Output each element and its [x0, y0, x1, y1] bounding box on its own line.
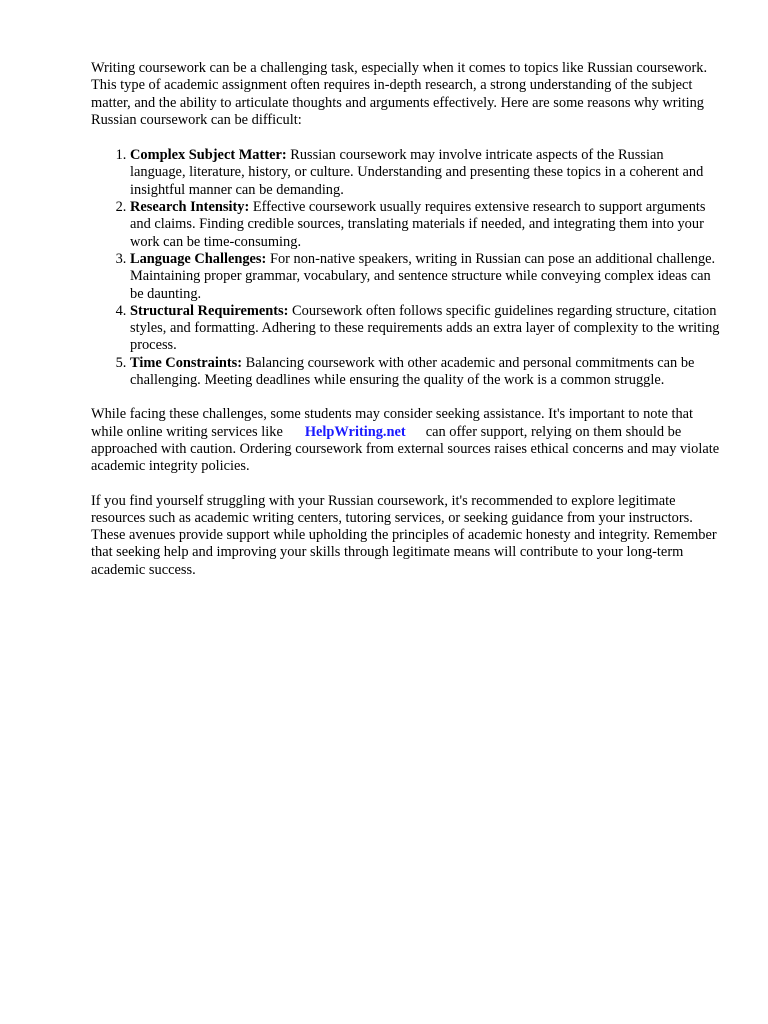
- reason-text: Russian coursework may involve intricate aspects of the Russian language, literature, history, or culture. Understanding and presenting these topics in a coherent and insightful manner can be demanding.: [130, 147, 704, 198]
- helpwriting-link[interactable]: HelpWriting.net: [304, 423, 406, 440]
- list-item: [130, 147, 721, 199]
- reason-term: Research Intensity:: [130, 199, 250, 216]
- list-item: [130, 303, 721, 355]
- reason-text: Coursework often follows specific guidelines regarding structure, citation styles, and formatting. Adhering to these requirements adds an extra layer of complexity to the writing process.: [130, 302, 720, 354]
- reason-term: Language Challenges:: [130, 250, 267, 267]
- reason-term: Structural Requirements:: [130, 302, 289, 319]
- reason-term: Complex Subject Matter:: [130, 147, 287, 164]
- reason-text: Effective coursework usually requires extensive research to support arguments and claims. Finding credible sources, translating materials if needed, and integrating them into your work can be time-consuming.: [130, 199, 706, 250]
- list-item: [130, 251, 721, 303]
- reason-text: For non-native speakers, writing in Russian can pose an additional challenge. Maintaining proper grammar, vocabulary, and sentence structure while conveying complex ideas can be daunting.: [130, 250, 716, 302]
- document-body: [91, 60, 721, 579]
- challenges-paragraph: [91, 406, 721, 475]
- reason-term: Time Constraints:: [130, 354, 243, 371]
- challenges-text-after: can offer support, relying on them should be approached with caution. Ordering coursework from external sources raises ethical concerns and may violate academic integrity policies.: [91, 423, 720, 475]
- reasons-list: [91, 147, 721, 389]
- resources-paragraph: If you find yourself struggling with your Russian coursework, it's recommended to explore legitimate resources such as academic writing centers, tutoring services, or seeking guidance from your instructors. These avenues provide support while upholding the principles of academic honesty and integrity. Remember that seeking help and improving your skills through legitimate means will contribute to your long-term academic success.: [91, 492, 717, 578]
- reason-text: Balancing coursework with other academic and personal commitments can be challenging. Meeting deadlines while ensuring the quality of the work is a common struggle.: [130, 354, 695, 389]
- intro-paragraph: Writing coursework can be a challenging task, especially when it comes to topics like Russian coursework. This type of academic assignment often requires in-depth research, a strong understanding of the subject matter, and the ability to articulate thoughts and arguments effectively. Here are some reasons why writing Russian coursework can be difficult:: [91, 60, 708, 128]
- list-item: [130, 199, 721, 251]
- list-item: [130, 355, 721, 390]
- challenges-text-before: While facing these challenges, some students may consider seeking assistance. It's important to note that while online writing services like: [91, 406, 694, 440]
